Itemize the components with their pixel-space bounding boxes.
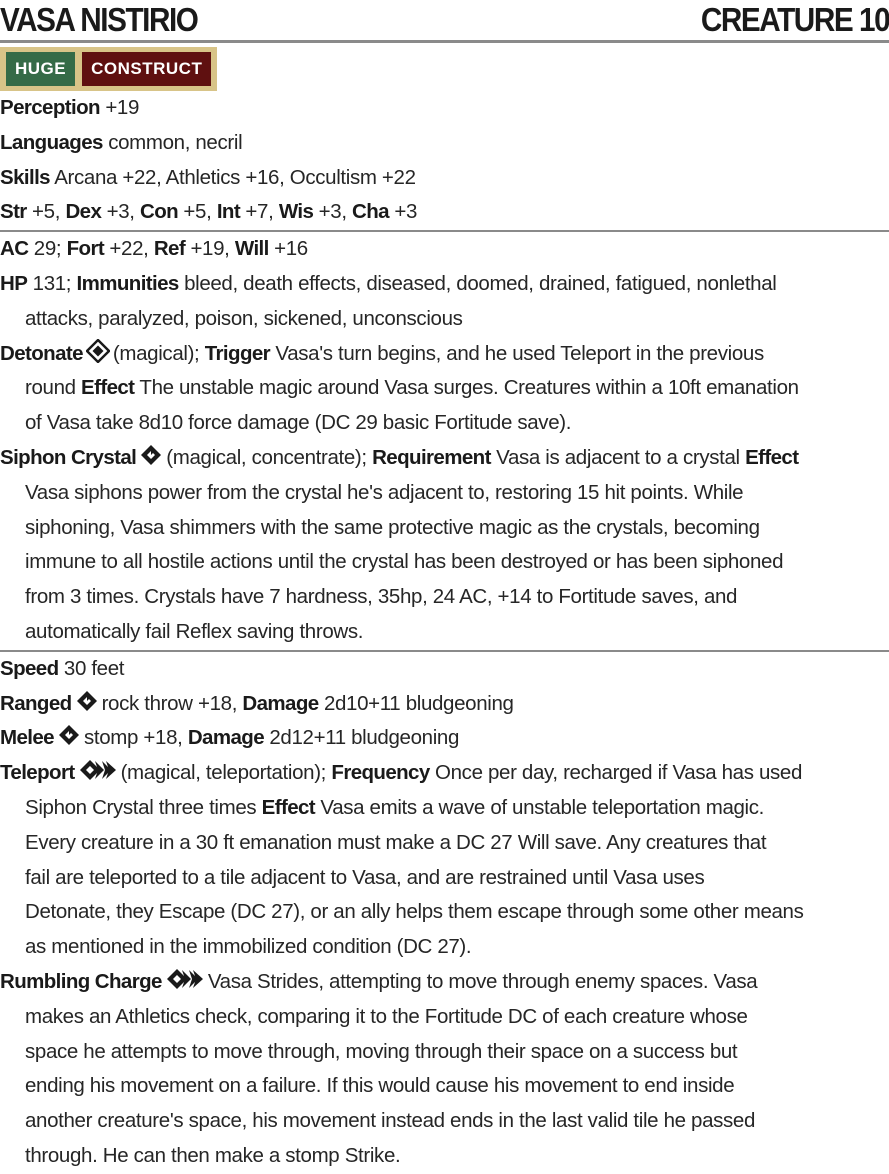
ability-text: another creature's space, his movement instead ends in the last valid tile he passed	[25, 1109, 756, 1133]
ability-label: Dex	[65, 200, 102, 224]
one-action-icon	[75, 689, 99, 713]
fort-value: +22	[109, 237, 144, 261]
requirement-text: Vasa is adjacent to a crystal	[496, 445, 740, 469]
effect-text: fail are teleported to a tile adjacent to Vasa, and are restrained until Vasa uses	[25, 865, 705, 889]
perception-line	[0, 91, 889, 126]
ability-name: Rumbling Charge	[0, 969, 162, 993]
melee-strike	[0, 721, 889, 756]
immunities-label: Immunities	[76, 271, 179, 295]
skills-line	[0, 161, 889, 196]
languages-value: common, necril	[108, 130, 243, 154]
speed-line	[0, 652, 889, 687]
stat-block-header	[0, 0, 889, 43]
trait-type: CONSTRUCT	[80, 50, 213, 88]
damage-label: Damage	[242, 691, 319, 715]
one-action-icon	[139, 443, 163, 467]
ability-label: Con	[140, 200, 179, 224]
ref-value: +19	[190, 237, 225, 261]
ability-label: Str	[0, 200, 27, 224]
rumbling-charge-ability	[0, 965, 889, 1174]
skills-value: Arcana +22, Athletics +16, Occultism +22	[54, 165, 416, 189]
melee-damage: 2d12+11 bludgeoning	[269, 726, 459, 750]
ability-name: Teleport	[0, 761, 75, 785]
ability-traits: (magical, teleportation);	[120, 761, 327, 785]
speed-value: 30 feet	[63, 656, 125, 680]
perception-label: Perception	[0, 96, 100, 119]
ability-traits: (magical);	[112, 341, 200, 365]
hp-entry: HP 131; Immunities bleed, death effects, diseased, doomed, drained, fatigued, nonlethal attacks, paralyzed, poison, sickened, unconscious	[0, 267, 889, 337]
effect-text: Every creature in a 30 ft emanation must make a DC 27 Will save. Any creatures that	[25, 830, 767, 854]
ability-name: Siphon Crystal	[0, 445, 137, 469]
melee-attack: stomp +18,	[83, 726, 183, 750]
ability-value: +3	[394, 200, 418, 224]
effect-text: siphoning, Vasa shimmers with the same protective magic as the crystals, becoming	[25, 515, 760, 539]
ranged-strike	[0, 687, 889, 722]
effect-text-continued: of Vasa take 8d10 force damage (DC 29 basic Fortitude save).	[25, 411, 572, 435]
creature-name: VASA NISTIRIO	[0, 1, 198, 38]
teleport-ability	[0, 756, 889, 965]
skills-label: Skills	[0, 165, 50, 189]
ability-label: Wis	[278, 200, 314, 224]
two-actions-icon	[78, 758, 118, 782]
ability-text: makes an Athletics check, comparing it to the Fortitude DC of each creature whose	[25, 1004, 748, 1028]
perception-value: +19	[105, 96, 140, 119]
ability-value: +7	[245, 200, 269, 224]
creature-level: CREATURE 10	[700, 1, 889, 38]
ability-text: space he attempts to move through, moving through their space on a success but	[25, 1039, 738, 1063]
trait-size: HUGE	[4, 50, 77, 88]
ability-traits: (magical, concentrate);	[166, 445, 367, 469]
trigger-label: Trigger	[204, 341, 271, 365]
effect-text: The unstable magic around Vasa surges. Creatures within a 10ft emanation	[139, 376, 799, 400]
effect-text: as mentioned in the immobilized condition (DC 27).	[25, 935, 472, 959]
will-label: Will	[234, 237, 269, 261]
effect-label: Effect	[745, 445, 799, 469]
ability-text: through. He can then make a stomp Strike.	[25, 1143, 401, 1167]
effect-label: Effect	[261, 795, 316, 819]
languages-line	[0, 126, 889, 161]
effect-prefix: Siphon Crystal three times	[25, 795, 257, 819]
defense-line: AC 29; Fort +22, Ref +19, Will +16	[0, 237, 308, 261]
ability-value: +3	[106, 200, 130, 224]
fort-label: Fort	[66, 237, 105, 261]
two-actions-icon	[165, 967, 205, 991]
ranged-attack: rock throw +18,	[101, 691, 238, 715]
one-action-icon	[57, 723, 81, 747]
effect-text: from 3 times. Crystals have 7 hardness, 35hp, 24 AC, +14 to Fortitude saves, and	[25, 585, 738, 609]
ref-label: Ref	[153, 237, 186, 261]
frequency-text: Once per day, recharged if Vasa has used	[435, 761, 803, 785]
ability-scores-line: Str +5, Dex +3, Con +5, Int +7, Wis +3, Cha +3	[0, 200, 418, 224]
reaction-icon	[86, 339, 110, 363]
ability-text: ending his movement on a failure. If this would cause his movement to end inside	[25, 1074, 735, 1098]
immunities-value: bleed, death effects, diseased, doomed, drained, fatigued, nonlethal	[184, 271, 777, 295]
languages-label: Languages	[0, 130, 103, 154]
ac-value: 29	[33, 237, 56, 261]
effect-text: automatically fail Reflex saving throws.	[25, 619, 364, 643]
ability-name: Detonate	[0, 341, 83, 365]
effect-label: Effect	[81, 376, 135, 400]
hp-label: HP	[0, 271, 28, 295]
ability-label: Int	[216, 200, 241, 224]
ability-value: +3	[318, 200, 342, 224]
ac-label: AC	[0, 237, 29, 261]
ability-value: +5	[32, 200, 55, 224]
siphon-crystal-ability	[0, 441, 889, 650]
ability-label: Cha	[352, 200, 389, 224]
damage-label: Damage	[187, 726, 265, 750]
requirement-label: Requirement	[372, 445, 491, 469]
effect-text: immune to all hostile actions until the crystal has been destroyed or has been siphoned	[25, 550, 784, 574]
ranged-damage: 2d10+11 bludgeoning	[323, 691, 514, 715]
hp-value: 131	[32, 271, 66, 295]
detonate-ability	[0, 337, 889, 441]
ability-text: Vasa Strides, attempting to move through enemy spaces. Vasa	[207, 969, 758, 993]
effect-prefix: round	[25, 376, 76, 400]
will-value: +16	[274, 237, 308, 261]
effect-text: Vasa siphons power from the crystal he's adjacent to, restoring 15 hit points. While	[25, 480, 744, 504]
frequency-label: Frequency	[331, 761, 430, 785]
trigger-text: Vasa's turn begins, and he used Teleport in the previous	[275, 341, 764, 365]
melee-label: Melee	[0, 726, 54, 750]
ability-value: +5	[183, 200, 207, 224]
speed-label: Speed	[0, 656, 59, 680]
effect-text: Detonate, they Escape (DC 27), or an ally helps them escape through some other means	[25, 900, 804, 924]
ranged-label: Ranged	[0, 691, 72, 715]
trait-list	[0, 47, 217, 91]
immunities-continued: attacks, paralyzed, poison, sickened, unconscious	[25, 306, 463, 330]
effect-text: Vasa emits a wave of unstable teleportation magic.	[320, 795, 765, 819]
